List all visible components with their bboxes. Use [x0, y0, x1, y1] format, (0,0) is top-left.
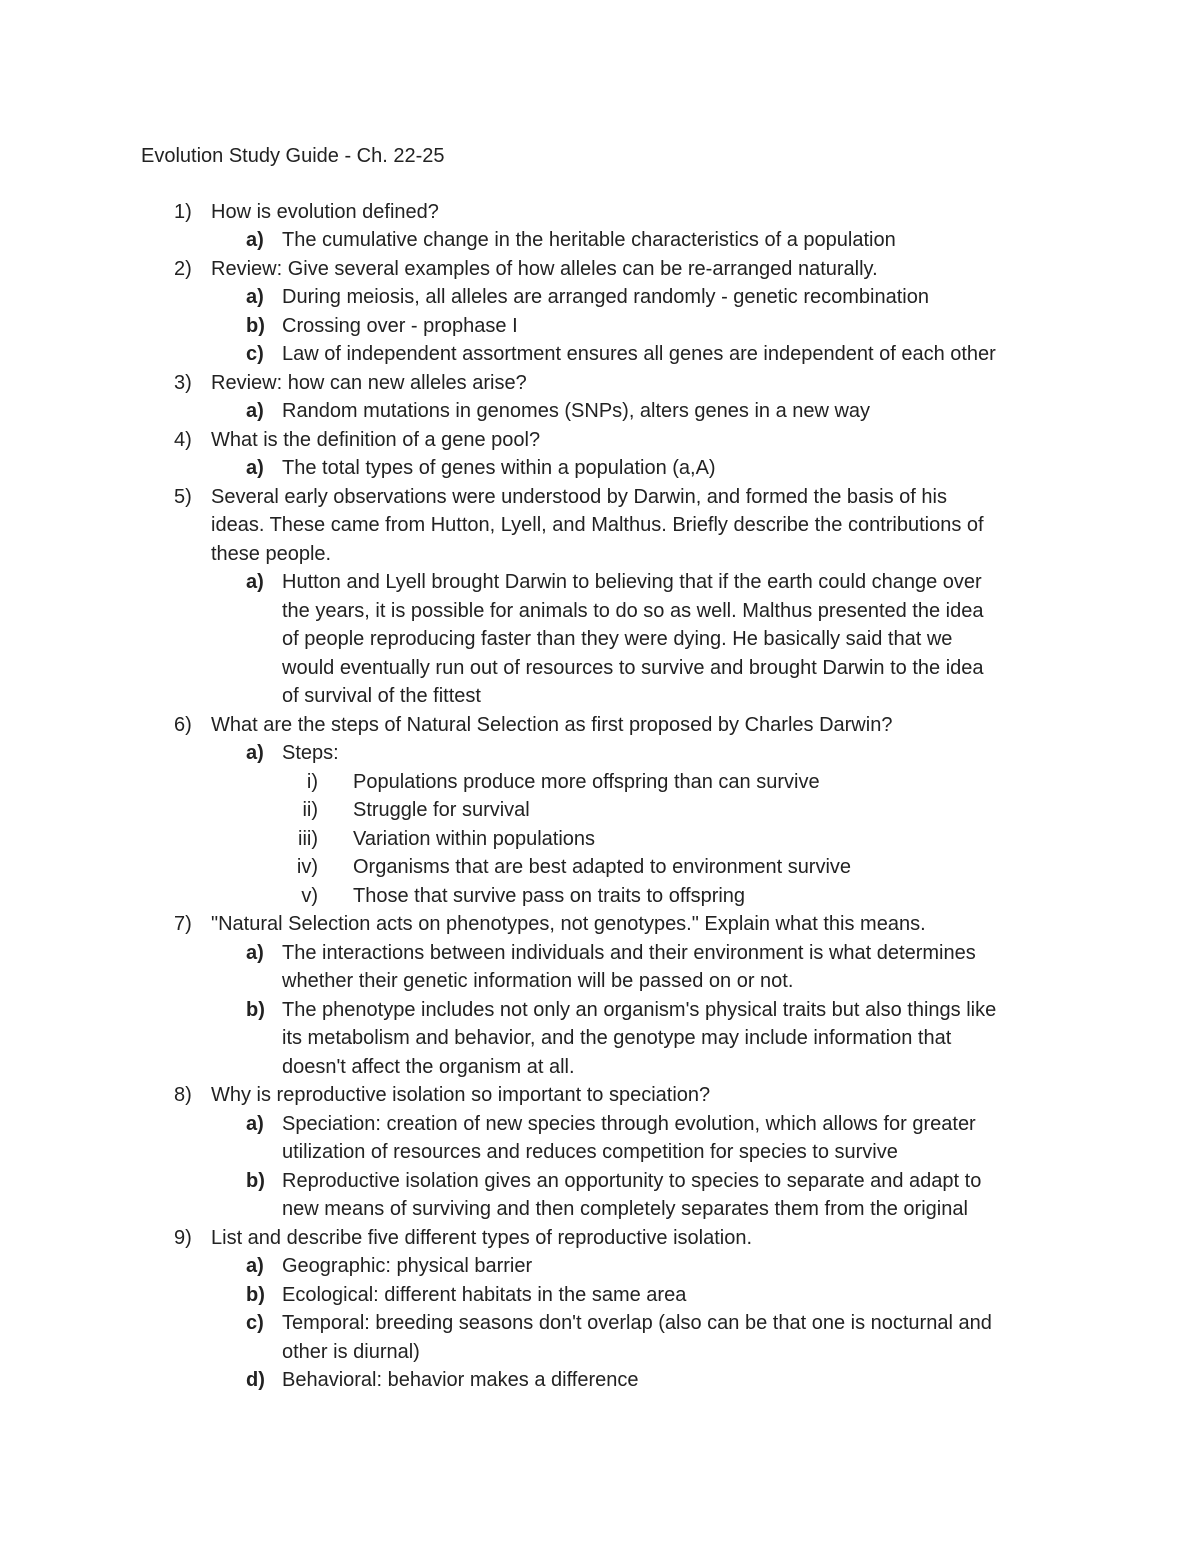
step-line: [0, 853, 1200, 882]
question-text: ideas. These came from Hutton, Lyell, and Malthus. Briefly describe the contributions of: [211, 514, 984, 536]
answer-text: of people reproducing faster than they were dying. He basically said that we: [282, 628, 953, 650]
answer-line: [0, 1309, 1200, 1338]
step-text: Populations produce more offspring than can survive: [353, 770, 820, 793]
answer-label: d): [246, 1369, 265, 1391]
question-line: [0, 1081, 1200, 1110]
step-line: [0, 768, 1200, 797]
answer-line: [0, 568, 1200, 597]
answer-line: [0, 454, 1200, 483]
answer-label: a): [246, 286, 264, 308]
answer-item: [0, 226, 1200, 255]
answer-line: [0, 1024, 1200, 1053]
answer-label: a): [246, 742, 264, 764]
answer-line: [0, 1366, 1200, 1395]
question-line: [0, 1224, 1200, 1253]
answer-text: The cumulative change in the heritable characteristics of a population: [282, 229, 896, 251]
question-number: 8): [174, 1084, 192, 1106]
answer-label: b): [246, 1283, 265, 1306]
question-number: 3): [174, 371, 192, 394]
answer-line: [0, 1338, 1200, 1367]
answer-text: Temporal: breeding seasons don't overlap (also can be that one is nocturnal and: [282, 1312, 992, 1334]
answer-item: [0, 1110, 1200, 1167]
answer-line: [0, 939, 1200, 968]
answer-item: [0, 340, 1200, 369]
question-list: [0, 198, 1200, 1395]
question-text: How is evolution defined?: [211, 200, 439, 223]
answer-line: [0, 312, 1200, 341]
question-line: [0, 426, 1200, 455]
step-label: iv): [296, 856, 318, 878]
question-line: [0, 369, 1200, 398]
answer-line: [0, 226, 1200, 255]
step-text: Variation within populations: [353, 827, 596, 850]
step-label: v): [301, 884, 318, 907]
step-line: [0, 796, 1200, 825]
answer-label: a): [246, 1112, 264, 1135]
answer-line: [0, 682, 1200, 711]
question-number: 9): [174, 1226, 192, 1249]
step-line: [0, 825, 1200, 854]
question-number: 4): [174, 428, 192, 451]
answer-text: The total types of genes within a population (a,A): [282, 457, 716, 479]
question-number: 6): [174, 713, 192, 736]
answer-line: [0, 1281, 1200, 1310]
answer-text: Speciation: creation of new species through evolution, which allows for greater: [282, 1112, 976, 1135]
question-line: [0, 711, 1200, 740]
answer-item: [0, 397, 1200, 426]
answer-line: [0, 654, 1200, 683]
answer-text: Reproductive isolation gives an opportunity to species to separate and adapt to: [282, 1169, 982, 1192]
answer-line: [0, 739, 1200, 768]
answer-text: Ecological: different habitats in the same area: [282, 1283, 687, 1306]
answer-text: Behavioral: behavior makes a difference: [282, 1369, 639, 1391]
step-text: Organisms that are best adapted to environment survive: [353, 856, 852, 878]
answer-text: whether their genetic information will be passed on or not.: [282, 970, 794, 992]
question-line: [0, 511, 1200, 540]
question-number: 1): [174, 200, 192, 223]
question-text: Review: how can new alleles arise?: [211, 371, 527, 394]
question-item: [0, 426, 1200, 483]
document-title: Evolution Study Guide - Ch. 22-25: [141, 145, 445, 167]
answer-line: [0, 625, 1200, 654]
answer-line: [0, 340, 1200, 369]
question-item: [0, 1081, 1200, 1224]
question-text: Why is reproductive isolation so important to speciation?: [211, 1084, 711, 1106]
answer-line: [0, 1195, 1200, 1224]
answer-text: new means of surviving and then completely separates them from the original: [282, 1198, 968, 1220]
question-number: 2): [174, 257, 192, 280]
question-text: List and describe five different types of reproductive isolation.: [211, 1226, 753, 1249]
answer-text: Random mutations in genomes (SNPs), alters genes in a new way: [282, 400, 871, 422]
answer-text: Law of independent assortment ensures all genes are independent of each other: [282, 343, 996, 365]
question-text: Review: Give several examples of how alleles can be re-arranged naturally.: [211, 257, 878, 280]
question-item: [0, 1224, 1200, 1395]
step-label: ii): [302, 799, 318, 821]
step-text: Struggle for survival: [353, 799, 530, 821]
answer-text: doesn't affect the organism at all.: [282, 1055, 575, 1078]
step-label: i): [306, 770, 318, 793]
answer-line: [0, 967, 1200, 996]
answer-text: The phenotype includes not only an organism's physical traits but also things like: [282, 998, 997, 1021]
question-item: [0, 483, 1200, 711]
answer-item: [0, 1167, 1200, 1224]
question-line: [0, 910, 1200, 939]
question-item: [0, 910, 1200, 1081]
question-number: 7): [174, 913, 192, 935]
question-text: these people.: [211, 542, 332, 565]
answer-line: [0, 1110, 1200, 1139]
answer-text: of survival of the fittest: [282, 685, 481, 707]
answer-item: [0, 1366, 1200, 1395]
answer-item: [0, 996, 1200, 1082]
answer-line: [0, 597, 1200, 626]
answer-text: the years, it is possible for animals to do so as well. Malthus presented the idea: [282, 599, 984, 622]
question-line: [0, 540, 1200, 569]
answer-line: [0, 1252, 1200, 1281]
question-item: [0, 369, 1200, 426]
answer-text: other is diurnal): [282, 1340, 420, 1363]
answer-text: Geographic: physical barrier: [282, 1255, 533, 1277]
answer-item: [0, 312, 1200, 341]
answer-label: c): [246, 1312, 264, 1334]
answer-label: b): [246, 314, 265, 337]
answer-text: its metabolism and behavior, and the genotype may include information that: [282, 1027, 952, 1049]
answer-text: would eventually run out of resources to survive and brought Darwin to the idea: [282, 656, 984, 679]
answer-label: c): [246, 343, 264, 365]
question-text: What is the definition of a gene pool?: [211, 428, 541, 451]
step-label: iii): [298, 827, 318, 850]
answer-label: a): [246, 571, 264, 593]
answer-label: b): [246, 1169, 265, 1192]
answer-item: [0, 739, 1200, 910]
answer-text: Hutton and Lyell brought Darwin to believing that if the earth could change over: [282, 571, 982, 593]
answer-text: Steps:: [282, 742, 339, 764]
question-item: [0, 711, 1200, 911]
answer-text: utilization of resources and reduces competition for species to survive: [282, 1141, 898, 1163]
answer-label: a): [246, 1255, 264, 1277]
answer-label: a): [246, 229, 264, 251]
answer-label: a): [246, 941, 264, 964]
question-line: [0, 483, 1200, 512]
answer-item: [0, 454, 1200, 483]
answer-text: During meiosis, all alleles are arranged randomly - genetic recombination: [282, 286, 929, 308]
answer-item: [0, 1252, 1200, 1281]
answer-text: The interactions between individuals and their environment is what determines: [282, 941, 976, 964]
answer-item: [0, 568, 1200, 711]
step-text: Those that survive pass on traits to offspring: [353, 884, 746, 907]
answer-item: [0, 1281, 1200, 1310]
answer-line: [0, 1138, 1200, 1167]
question-text: What are the steps of Natural Selection as first proposed by Charles Darwin?: [211, 713, 893, 736]
question-item: [0, 198, 1200, 255]
answer-line: [0, 996, 1200, 1025]
answer-text: Crossing over - prophase I: [282, 314, 518, 337]
answer-label: a): [246, 457, 264, 479]
question-line: [0, 198, 1200, 227]
answer-item: [0, 939, 1200, 996]
step-line: [0, 882, 1200, 911]
question-number: 5): [174, 485, 192, 508]
question-text: Several early observations were understood by Darwin, and formed the basis of his: [211, 485, 947, 508]
answer-label: b): [246, 998, 265, 1021]
answer-line: [0, 397, 1200, 426]
answer-item: [0, 1309, 1200, 1366]
answer-line: [0, 1167, 1200, 1196]
answer-label: a): [246, 400, 264, 422]
question-text: "Natural Selection acts on phenotypes, not genotypes." Explain what this means.: [211, 913, 926, 935]
answer-line: [0, 1053, 1200, 1082]
answer-line: [0, 283, 1200, 312]
answer-item: [0, 283, 1200, 312]
question-line: [0, 255, 1200, 284]
question-item: [0, 255, 1200, 369]
